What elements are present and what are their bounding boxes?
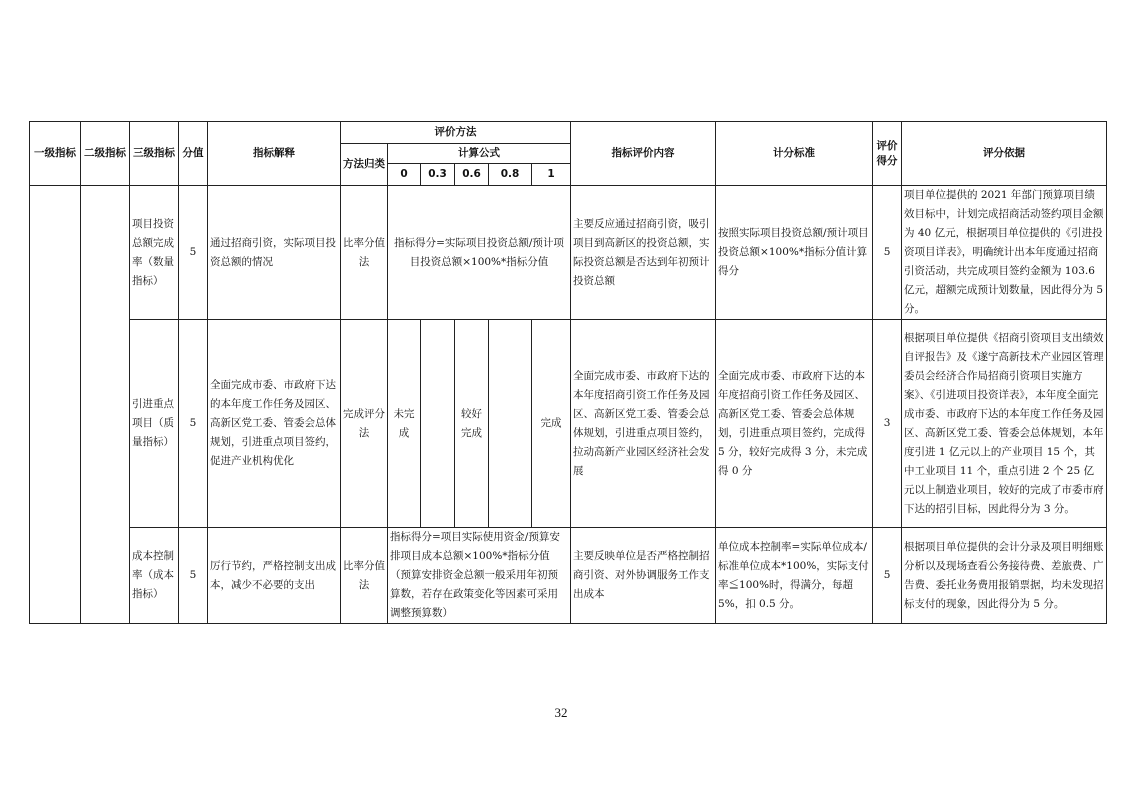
basis-cell: 项目单位提供的 2021 年部门预算项目绩效目标中，计划完成招商活动签约项目金额为 40 亿元，根据项目单位提供的《引进投资项目详表》，明确统计出本年度通过招商引资活动，共完成项目签约金额为 103.6 亿元，超额完成预计划数量，因此得分为 5 分。 [902,186,1107,320]
eval-score-cell: 5 [873,186,902,320]
grade-03-cell [421,320,455,528]
explanation-cell: 全面完成市委、市政府下达的本年度工作任务及园区、高新区党工委、管委会总体规划，引进重点项目签约，促进产业机构优化 [208,320,341,528]
header-col-06: 0.6 [455,164,489,186]
page-number: 32 [554,705,568,720]
header-col-03: 0.3 [421,164,455,186]
content-cell: 主要反应通过招商引资，吸引项目到高新区的投资总额，实际投资总额是否达到年初预计投资总额 [571,186,716,320]
indicator-cell: 引进重点项目（质量指标） [130,320,179,528]
header-col-08: 0.8 [489,164,532,186]
header-formula: 计算公式 [388,144,571,164]
grade-1-cell: 完成 [532,320,571,528]
explanation-cell: 通过招商引资，实际项目投资总额的情况 [208,186,341,320]
table-row [30,528,1107,624]
score-cell: 5 [179,528,208,624]
explanation-cell: 厉行节约，严格控制支出成本，减少不必要的支出 [208,528,341,624]
header-method-type: 方法归类 [341,144,388,186]
header-level2: 二级指标 [81,122,130,186]
header-row-1 [30,122,1107,144]
eval-score-cell: 3 [873,320,902,528]
method-cell: 完成评分法 [341,320,388,528]
header-content: 指标评价内容 [571,122,716,186]
header-explanation: 指标解释 [208,122,341,186]
header-basis: 评分依据 [902,122,1107,186]
table-row [30,186,1107,320]
indicator-cell: 成本控制率（成本指标） [130,528,179,624]
standard-cell: 全面完成市委、市政府下达的本年度招商引资工作任务及园区、高新区党工委、管委会总体规划，引进重点项目签约，完成得 5 分，较好完成得 3 分，未完成得 0 分 [716,320,873,528]
eval-score-cell: 5 [873,528,902,624]
grade-0-cell: 未完成 [388,320,421,528]
header-level1: 一级指标 [30,122,81,186]
grade-08-cell [489,320,532,528]
score-cell: 5 [179,186,208,320]
table-row [30,320,1107,528]
header-eval-method: 评价方法 [341,122,571,144]
header-score-value: 分值 [179,122,208,186]
basis-cell: 根据项目单位提供《招商引资项目支出绩效自评报告》及《遂宁高新技术产业园区管理委员会经济合作局招商引资项目实施方案》、《引进项目投资详表》，本年度全面完成市委、市政府下达的本年度工作任务及园区、高新区党工委、管委会总体规划，本年度引进 1 亿元以上的产业项目 15 个，其中工业项目 11 个，重点引进 2 个 25 亿元以上制造业项目，较好的完成了市委市府下达的招引目标，因此得分为 3 分。 [902,320,1107,528]
level1-cell [30,186,81,624]
header-standard: 计分标准 [716,122,873,186]
header-eval-score: 评价得分 [873,122,902,186]
score-cell: 5 [179,320,208,528]
method-cell: 比率分值法 [341,528,388,624]
grade-06-cell: 较好完成 [455,320,489,528]
standard-cell: 按照实际项目投资总额/预计项目投资总额×100%*指标分值计算得分 [716,186,873,320]
formula-cell: 指标得分=实际项目投资总额/预计项目投资总额×100%*指标分值 [388,186,571,320]
content-cell: 全面完成市委、市政府下达的本年度招商引资工作任务及园区、高新区党工委、管委会总体规划，引进重点项目签约，拉动高新产业园区经济社会发展 [571,320,716,528]
evaluation-table [29,121,1107,624]
header-col-1: 1 [532,164,571,186]
method-cell: 比率分值法 [341,186,388,320]
basis-cell: 根据项目单位提供的会计分录及项目明细账分析以及现场查看公务接待费、差旅费、广告费、委托业务费用报销票据，均未发现招标支付的现象，因此得分为 5 分。 [902,528,1107,624]
indicator-cell: 项目投资总额完成率（数量指标） [130,186,179,320]
level2-cell [81,186,130,624]
formula-cell: 指标得分=项目实际使用资金/预算安排项目成本总额×100%*指标分值（预算安排资金总额一般采用年初预算数，若存在政策变化等因素可采用调整预算数） [388,528,571,624]
header-col-0: 0 [388,164,421,186]
content-cell: 主要反映单位是否严格控制招商引资、对外协调服务工作支出成本 [571,528,716,624]
header-level3: 三级指标 [130,122,179,186]
standard-cell: 单位成本控制率=实际单位成本/标准单位成本*100%，实际支付率≦100%时，得满分，每超 5%，扣 0.5 分。 [716,528,873,624]
